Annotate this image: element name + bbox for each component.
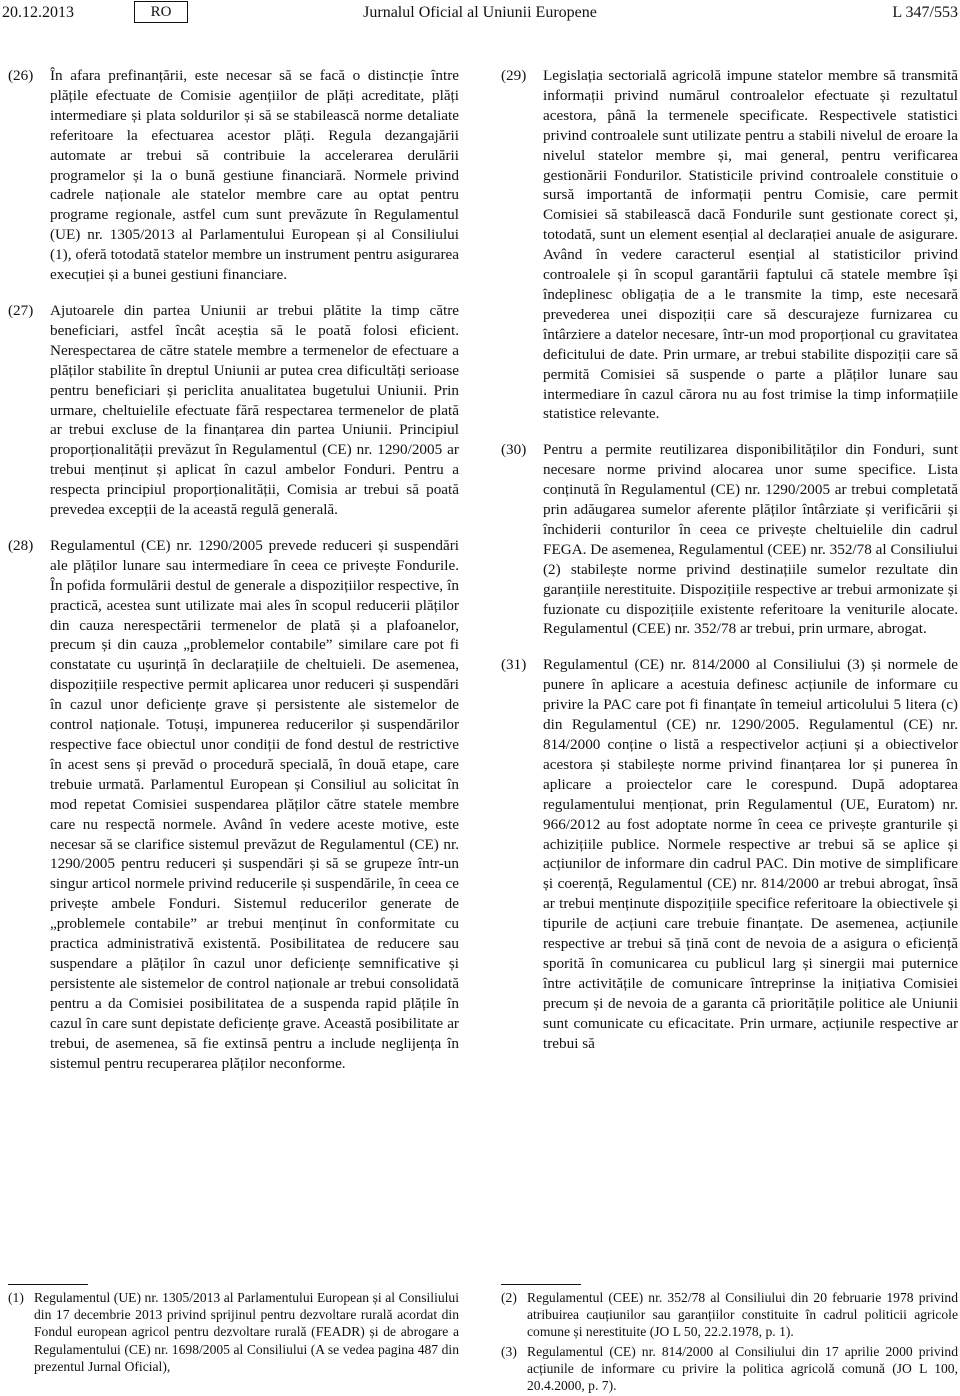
recital-text: Pentru a permite reutilizarea disponibilităților din Fonduri, sunt necesare norme privind alocarea unor sume specifice. Lista conținută în Regulamentul (CE) nr. 1290/2005 ar trebui completată prin adăugarea sumelor aferente plăților întârziate și verificării și închiderii conturilor în ceea ce privește cheltuielile din cadrul FEGA. De asemenea, Regulamentul (CEE) nr. 352/78 al Consiliului (2) stabilește norme privind destinațiile sumelor rezultate din garanțiile nerestituite. Dispozițiile respective ar trebui armonizate și fuzionate cu dispozițiile existente referitoare la veniturile alocate. Regulamentul (CEE) nr. 352/78 ar trebui, prin urmare, abrogat. (543, 441, 958, 638)
page-header (0, 4, 960, 28)
footnote-3 (501, 1343, 958, 1395)
footnotes-right (501, 1289, 958, 1396)
footnote-mark: (1) (8, 1290, 24, 1305)
footnote-text: Regulamentul (UE) nr. 1305/2013 al Parlamentului European și al Consiliului din 17 decembrie 2013 privind sprijinul pentru dezvoltare rurală acordat din Fondul european agricol pentru dezvoltare rurală (FEADR) și de abrogare a Regulamentului (CE) nr. 1698/2005 al Consiliului (A se vedea pagina 487 din prezentul Jurnal Oficial), (34, 1290, 459, 1374)
left-column (8, 66, 459, 1089)
recital-number: (27) (8, 301, 34, 319)
recital-number: (26) (8, 67, 34, 84)
recital-28 (8, 536, 459, 1073)
recital-29 (501, 66, 958, 424)
recital-number: (30) (501, 441, 527, 459)
recital-27 (8, 301, 459, 520)
recital-text: În afara prefinanțării, este necesar să se facă o distincție între plățile efectuate de Comisie agențiilor de plăți acreditate, plăți intermediare și plata soldurilor și să se stabilească norme detaliate referitoare la efectuarea acestor plăți. Regula dezangajării automate ar trebui să contribuie la accelerarea derulării programelor și la o bună gestiune financiară. Normele privind cadrele naționale ale statelor membre care au optat pentru programe regionale, astfel cum sunt prevăzute în Regulamentul (UE) nr. 1305/2013 al Parlamentului European și al Consiliului (1), oferă totodată statelor membre un instrument pentru asigurarea execuției și a bunei gestiuni financiare. (50, 67, 459, 284)
language-badge: RO (134, 1, 188, 23)
recital-number: (29) (501, 67, 527, 84)
footnote-mark: (2) (501, 1290, 517, 1305)
recital-30 (501, 440, 958, 639)
journal-title: Jurnalul Oficial al Uniunii Europene (363, 4, 597, 21)
footnotes-left (8, 1289, 459, 1377)
recital-text: Regulamentul (CE) nr. 1290/2005 prevede reduceri și suspendări ale plăților lunare sau intermediare în ceea ce privește Fondurile. În pofida formulării destul de generale a dispozițiilor respective, în practică, acestea sunt utilizate mai ales în scopul reducerii plăților din cauza nerespectării termenelor de plată și a plafoanelor, precum și din cauza „problemelor contabile” similare care pot fi constatate cu ușurință în declarațiile de cheltuieli. De asemenea, dispozițiile respective permit aplicarea unor reduceri și suspendări în cazul unor deficiențe grave și persistente ale sistemelor de control naționale. Totuși, impunerea reducerilor și suspendărilor respective face obiectul unor condiții de fond destul de restrictive în acest sens și prevăd o procedură specială, în două etape, care trebuie urmată. Parlamentul European și Consiliul au solicitat în mod repetat Comisiei suspendarea plăților către statele membre care nu respectă normele. Având în vedere aceste motive, este necesar să se clarifice sistemul prevăzut de Regulamentul (CE) nr. 1290/2005 pentru reduceri și suspendări și să se grupeze într-un singur articol normele privind reducerile și suspendările, în ceea ce privește ambele Fonduri. Sistemul reducerilor generate de „problemele contabile” ar trebui menținut în conformitate cu practica administrativă existentă. Posibilitatea de reducere sau suspendare a plăților în cazul unor deficiențe semnificative și persistente ale sistemelor de control naționale ar trebui consolidată pentru a da Comisiei posibilitatea de a suspenda rapid plățile în cazul în care sunt depistate deficiențe grave. Această posibilitate ar trebui, de asemenea, să fie extinsă pentru a include neglijența în sistemul pentru recuperarea plăților neconforme. (50, 536, 459, 1072)
recital-31 (501, 655, 958, 1053)
footnote-text: Regulamentul (CEE) nr. 352/78 al Consiliului din 20 februarie 1978 privind atribuirea cauțiunilor sau garanțiilor constituite în cadrul politicii agricole comune și nerestituite (JO L 50, 22.2.1978, p. 1). (527, 1290, 958, 1340)
footnote-divider (8, 1284, 88, 1285)
recital-number: (28) (8, 536, 34, 554)
recital-number: (31) (501, 656, 527, 674)
recital-text: Ajutoarele din partea Uniunii ar trebui plătite la timp către beneficiari, astfel încât aceștia să le poată folosi eficient. Nerespectarea de către statele membre a termenelor de efectuare a plăților stabilite în dreptul Uniunii ar putea crea dificultăți serioase pentru beneficiari și periclita anualitatea bugetului Uniunii. Prin urmare, cheltuielile efectuate fără respectarea termenelor de plată ar trebui excluse de la finanțarea din partea Uniunii. Principiul proporționalității prevăzut în Regulamentul (CE) nr. 1290/2005 ar trebui menținut și aplicat în cazul ambelor Fonduri. Pentru a respecta principiul proporționalității, Comisia ar trebui să poată prevedea excepții de la această regulă generală. (50, 301, 459, 519)
recital-text: Regulamentul (CE) nr. 814/2000 al Consiliului (3) și normele de punere în aplicare a acestuia definesc acțiunile de informare cu privire la PAC care pot fi finanțate în temeiul articolului 5 litera (c) din Regulamentul (CE) nr. 1290/2005. Regulamentul (CE) nr. 814/2000 conține o listă a respectivelor acțiuni și a obiectivelor acestora și stabilește norme privind finanțarea lor și punerea în aplicare a proiectelor care le corespund. După adoptarea regulamentului menționat, prin Regulamentul (UE, Euratom) nr. 966/2012 au fost adoptate norme în ceea ce privește granturile și achizițiile publice. Normele respective ar trebui să se aplice și acțiunilor de informare din cadrul PAC. Din motive de simplificare și coerență, Regulamentul (CE) nr. 814/2000 ar trebui abrogat, însă ar trebui menținute dispozițiile specifice referitoare la obiectivele și tipurile de acțiuni care trebuie finanțate. De asemenea, acțiunile respective ar trebui să țină cont de nevoia de a asigura o eficiență sporită în comunicarea cu publicul larg și sinergii mai puternice între activitățile de comunicare întreprinse la inițiativa Comisiei precum și de nevoia de a garanta că prioritățile politice ale Uniunii sunt comunicate cu eficacitate. Prin urmare, acțiunile respective ar trebui să (543, 656, 958, 1052)
recital-26 (8, 66, 459, 285)
recital-text: Legislația sectorială agricolă impune statelor membre să transmită informații privind numărul controalelor efectuate și rezultatul acestora, până la termenele specificate. Respectivele statistici privind controalele sunt utilizate pentru a stabili nivelul de eroare la nivelul statelor membre și, mai general, pentru verificarea gestionării Fondurilor. Statisticile privind controalele constituie o sursă importantă de informații pentru Comisie, care permit Comisiei să stabilească dacă Fondurile sunt gestionate corect și, totodată, sunt un element esențial al declarației anuale de asigurare. Având în vedere caracterul esențial al statisticilor privind controalele și în scopul garantării faptului că statele membre își îndeplinesc obligația de a le transmite la timp, este necesară prevederea unei dispoziții care să descurajeze furnizarea cu întârziere a datelor necesare, într-un mod proporțional cu gravitatea deficitului de date. Prin urmare, ar trebui stabilite dispoziții care să permită Comisiei să suspende o parte a plăților lunare sau intermediare în cazul cărora nu au fost trimise la timp informațiile statistice relevante. (543, 67, 958, 423)
footnote-divider (501, 1284, 581, 1285)
footnote-text: Regulamentul (CE) nr. 814/2000 al Consiliului din 17 aprilie 2000 privind acțiunile de informare cu privire la politica agricolă comună (JO L 100, 20.4.2000, p. 7). (527, 1343, 958, 1394)
right-column (501, 66, 958, 1070)
footnote-2 (501, 1289, 958, 1341)
footnote-1 (8, 1289, 459, 1375)
header-date: 20.12.2013 (2, 4, 74, 21)
footnote-mark: (3) (501, 1343, 517, 1359)
page-reference: L 347/553 (892, 4, 958, 21)
